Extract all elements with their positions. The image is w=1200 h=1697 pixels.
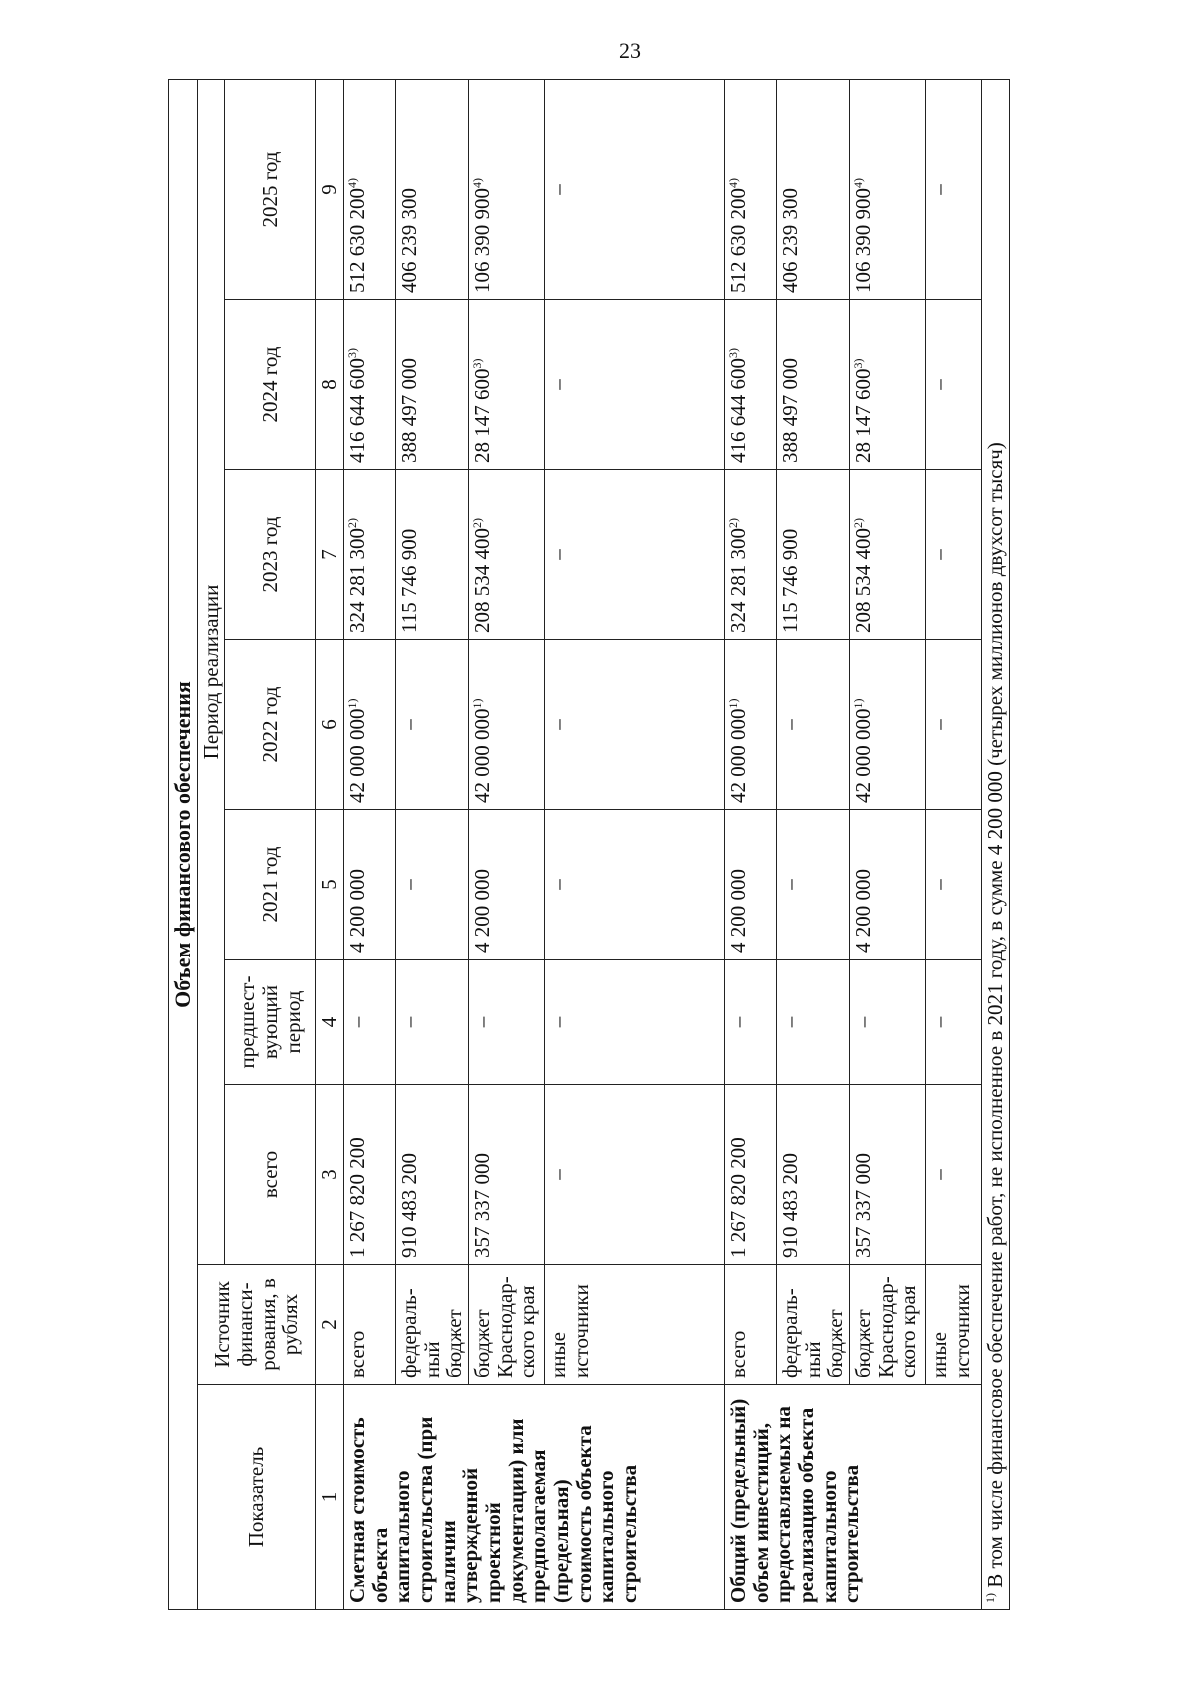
footnote-ref: 3) [345,348,360,358]
value: 208 534 400 [851,528,876,633]
prior-cell: – [926,960,982,1085]
indicator-cell: Сметная стоимость объекта капитального строительства (при наличии утвержденной проектной документации) или предполагаемая (предельная) стоимость объекта капитального строительства [344,1385,725,1610]
source-cell: иные источники [545,1265,725,1385]
value-2022 [469,640,545,810]
total-cell: 910 483 200 [777,1085,850,1265]
prior-cell: – [396,960,469,1085]
col-number: 2 [316,1265,344,1385]
value: 106 390 900 [851,188,876,293]
table-top-title: Объем финансового обеспечения [169,80,198,1610]
footnote-ref: 3) [470,358,485,369]
source-cell: иные источники [926,1265,982,1385]
footnote-ref: 2) [851,518,866,528]
col-header-2025: 2025 год [225,80,316,300]
value-2025 [344,80,396,300]
table-row [725,80,777,1610]
footnote-marker: 1) [983,1593,998,1603]
prior-cell: – [725,960,777,1085]
table-row [344,80,396,1610]
footnote-ref: 2) [726,518,741,528]
value: 106 390 900 [470,188,495,293]
table-row [545,80,725,1610]
value-2024 [850,300,926,470]
value-2021: – [777,810,850,960]
value-2025: – [926,80,982,300]
total-cell: 1 267 820 200 [725,1085,777,1265]
total-cell: 1 267 820 200 [344,1085,396,1265]
table-row [396,80,469,1610]
col-number: 5 [316,810,344,960]
value: 42 000 000 [851,708,876,803]
value-2021: 4 200 000 [850,810,926,960]
value-2024 [725,300,777,470]
value: 28 147 600 [470,368,495,463]
value-2024: – [545,300,725,470]
value-2021: 4 200 000 [344,810,396,960]
col-header-2024: 2024 год [225,300,316,470]
value-2023 [469,470,545,640]
value: 42 000 000 [726,708,751,803]
page-number: 23 [619,38,641,63]
footnote-ref: 1) [345,698,360,709]
prior-cell: – [850,960,926,1085]
value-2023 [850,470,926,640]
col-number: 8 [316,300,344,470]
col-header-source: Источник финанси-рования, в рублях [197,1265,316,1385]
value-2023 [344,470,396,640]
table-row [469,80,545,1610]
value-2023: – [926,470,982,640]
value-2024: – [926,300,982,470]
total-cell: 357 337 000 [469,1085,545,1265]
value-2023: 115 746 900 [777,470,850,640]
source-cell: федераль-ный бюджет [396,1265,469,1385]
col-header-prior: предшест-вующий период [225,960,316,1085]
value-2021: 4 200 000 [725,810,777,960]
footnote-ref: 2) [345,518,360,528]
value-2024 [344,300,396,470]
footnote-ref: 4) [345,178,360,188]
value-2025 [469,80,545,300]
value-2023 [725,470,777,640]
value: 324 281 300 [345,528,370,633]
footnote-ref: 2) [470,518,485,528]
col-header-2023: 2023 год [225,470,316,640]
col-number: 7 [316,470,344,640]
value-2022 [850,640,926,810]
col-header-2021: 2021 год [225,810,316,960]
table-row [850,80,926,1610]
prior-cell: – [777,960,850,1085]
value: 42 000 000 [345,708,370,803]
prior-cell: – [545,960,725,1085]
footnote-ref: 4) [470,178,485,188]
value-2022: – [396,640,469,810]
value-2025 [725,80,777,300]
source-cell: федераль-ный бюджет [777,1265,850,1385]
col-header-total: всего [225,1085,316,1265]
value-2024: 388 497 000 [396,300,469,470]
value-2021: 4 200 000 [469,810,545,960]
col-number: 3 [316,1085,344,1265]
value: 208 534 400 [470,528,495,633]
total-cell: – [926,1085,982,1265]
value-2025 [850,80,926,300]
value-2022 [725,640,777,810]
value: 416 644 600 [345,358,370,463]
footnote-ref: 3) [851,358,866,369]
value-2022: – [777,640,850,810]
footnote [982,80,1010,1610]
value: 416 644 600 [726,358,751,463]
value-2023: – [545,470,725,640]
footnote-ref: 3) [726,348,741,358]
value-2024 [469,300,545,470]
value-2021: – [396,810,469,960]
table-row [926,80,982,1610]
value-2025: – [545,80,725,300]
value: 512 630 200 [345,188,370,293]
col-number: 6 [316,640,344,810]
footnote-ref: 1) [851,698,866,709]
total-cell: 357 337 000 [850,1085,926,1265]
prior-cell: – [344,960,396,1085]
total-cell: – [545,1085,725,1265]
value-2021: – [926,810,982,960]
value-2022: – [545,640,725,810]
value: 512 630 200 [726,188,751,293]
value-2025: 406 239 300 [396,80,469,300]
col-header-indicator: Показатель [197,1385,316,1610]
value-2023: 115 746 900 [396,470,469,640]
financing-table [168,79,1010,1610]
col-header-2022: 2022 год [225,640,316,810]
value: 42 000 000 [470,708,495,803]
source-cell: всего [344,1265,396,1385]
footnote-ref: 4) [726,178,741,188]
rotated-table-container [168,80,1098,1610]
source-cell: бюджет Краснодар-ского края [469,1265,545,1385]
footnote-ref: 1) [470,698,485,709]
col-header-period: Период реализации [197,80,225,1265]
indicator-cell: Общий (предельный) объем инвестиций, предоставляемых на реализацию объекта капитального строительства [725,1385,982,1610]
value-2024: 388 497 000 [777,300,850,470]
value: 324 281 300 [726,528,751,633]
source-cell: всего [725,1265,777,1385]
value-2022 [344,640,396,810]
source-cell: бюджет Краснодар-ского края [850,1265,926,1385]
footnote-text: В том числе финансовое обеспечение работ, не исполненное в 2021 году, в сумме 4 200 000 (четырех миллионов двухсот тысяч) [983,442,1008,1593]
footnote-row [982,80,1010,1610]
footnote-ref: 4) [851,178,866,188]
col-number: 1 [316,1385,344,1610]
col-number: 4 [316,960,344,1085]
value-2022: – [926,640,982,810]
col-number: 9 [316,80,344,300]
prior-cell: – [469,960,545,1085]
value-2021: – [545,810,725,960]
value: 28 147 600 [851,368,876,463]
value-2025: 406 239 300 [777,80,850,300]
total-cell: 910 483 200 [396,1085,469,1265]
footnote-ref: 1) [726,698,741,709]
table-row [777,80,850,1610]
